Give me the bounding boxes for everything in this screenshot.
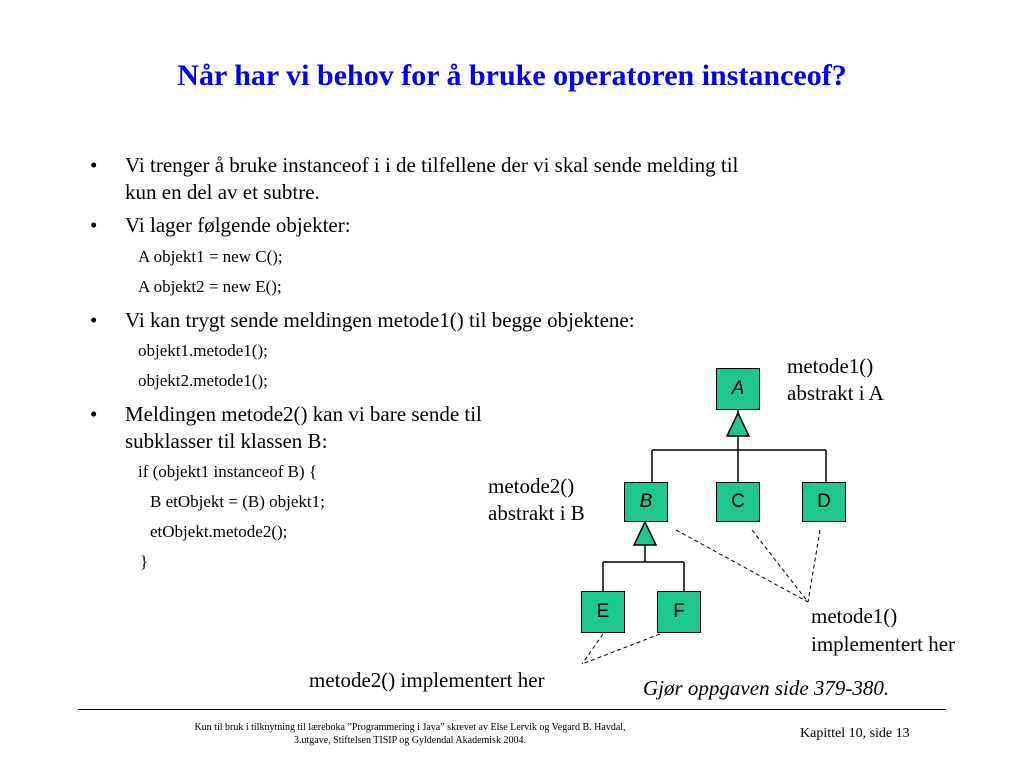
footer-credits-line-2: 3.utgave, Stiftelsen TISIP og Gyldendal Akademisk 2004. [294,735,526,746]
footer-divider [78,709,946,710]
bullet-4-line-2: subklasser til klassen B: [125,429,328,453]
slide-title: Når har vi behov for å bruke operatoren instanceof? [177,59,847,92]
dashed-pointer [752,530,808,602]
class-box-b: B [624,482,668,522]
label-metode2-impl: metode2() implementert her [309,668,545,692]
footer-credits-line-1: Kun til bruk i tilknytning til læreboka ”Programmering i Java” skrevet av Else Lervik og Vegard B. Havdal, [194,722,626,733]
inheritance-triangle-a [727,413,749,436]
code-line: objekt2.metode1(); [138,371,268,390]
class-box-c: C [716,482,760,522]
code-line: objekt1.metode1(); [138,341,268,360]
label-metode2-abstract-1: metode2() [488,474,575,498]
bullet-2-line-1: Vi lager følgende objekter: [125,213,351,237]
label-metode1-impl-2: implementert her [811,632,956,656]
label-metode1-impl-1: metode1() [811,604,898,628]
dashed-pointer [582,634,660,664]
bullet-marker: • [90,213,98,237]
class-box-e: E [581,591,625,633]
bullet-3-line-1: Vi kan trygt sende meldingen metode1() til begge objektene: [125,308,635,332]
dashed-pointer [808,530,820,602]
inheritance-triangle-b [634,522,656,545]
footer-credits [140,721,680,747]
code-line: etObjekt.metode2(); [150,522,288,541]
footer-page-number: Kapittel 10, side 13 [800,726,910,741]
label-metode2-abstract-2: abstrakt i B [488,501,585,525]
bullet-4-line-1: Meldingen metode2() kan vi bare sende til [125,402,482,426]
label-metode1-abstract-1: metode1() [787,354,874,378]
bullet-marker: • [90,153,98,177]
code-line: if (objekt1 instanceof B) { [138,462,318,481]
bullet-marker: • [90,308,98,332]
bullet-marker: • [90,402,98,426]
exercise-note: Gjør oppgaven side 379-380. [643,676,890,700]
label-metode1-abstract-2: abstrakt i A [787,381,884,405]
class-box-a: A [716,368,760,410]
bullet-1-line-2: kun en del av et subtre. [125,180,320,204]
class-box-f: F [657,591,701,633]
code-line: A objekt1 = new C(); [138,247,283,266]
code-line: B etObjekt = (B) objekt1; [150,492,325,511]
code-line: A objekt2 = new E(); [138,277,282,296]
code-line: } [140,552,149,571]
class-box-d: D [802,482,846,522]
bullet-1-line-1: Vi trenger å bruke instanceof i i de tilfellene der vi skal sende melding til [125,153,739,177]
